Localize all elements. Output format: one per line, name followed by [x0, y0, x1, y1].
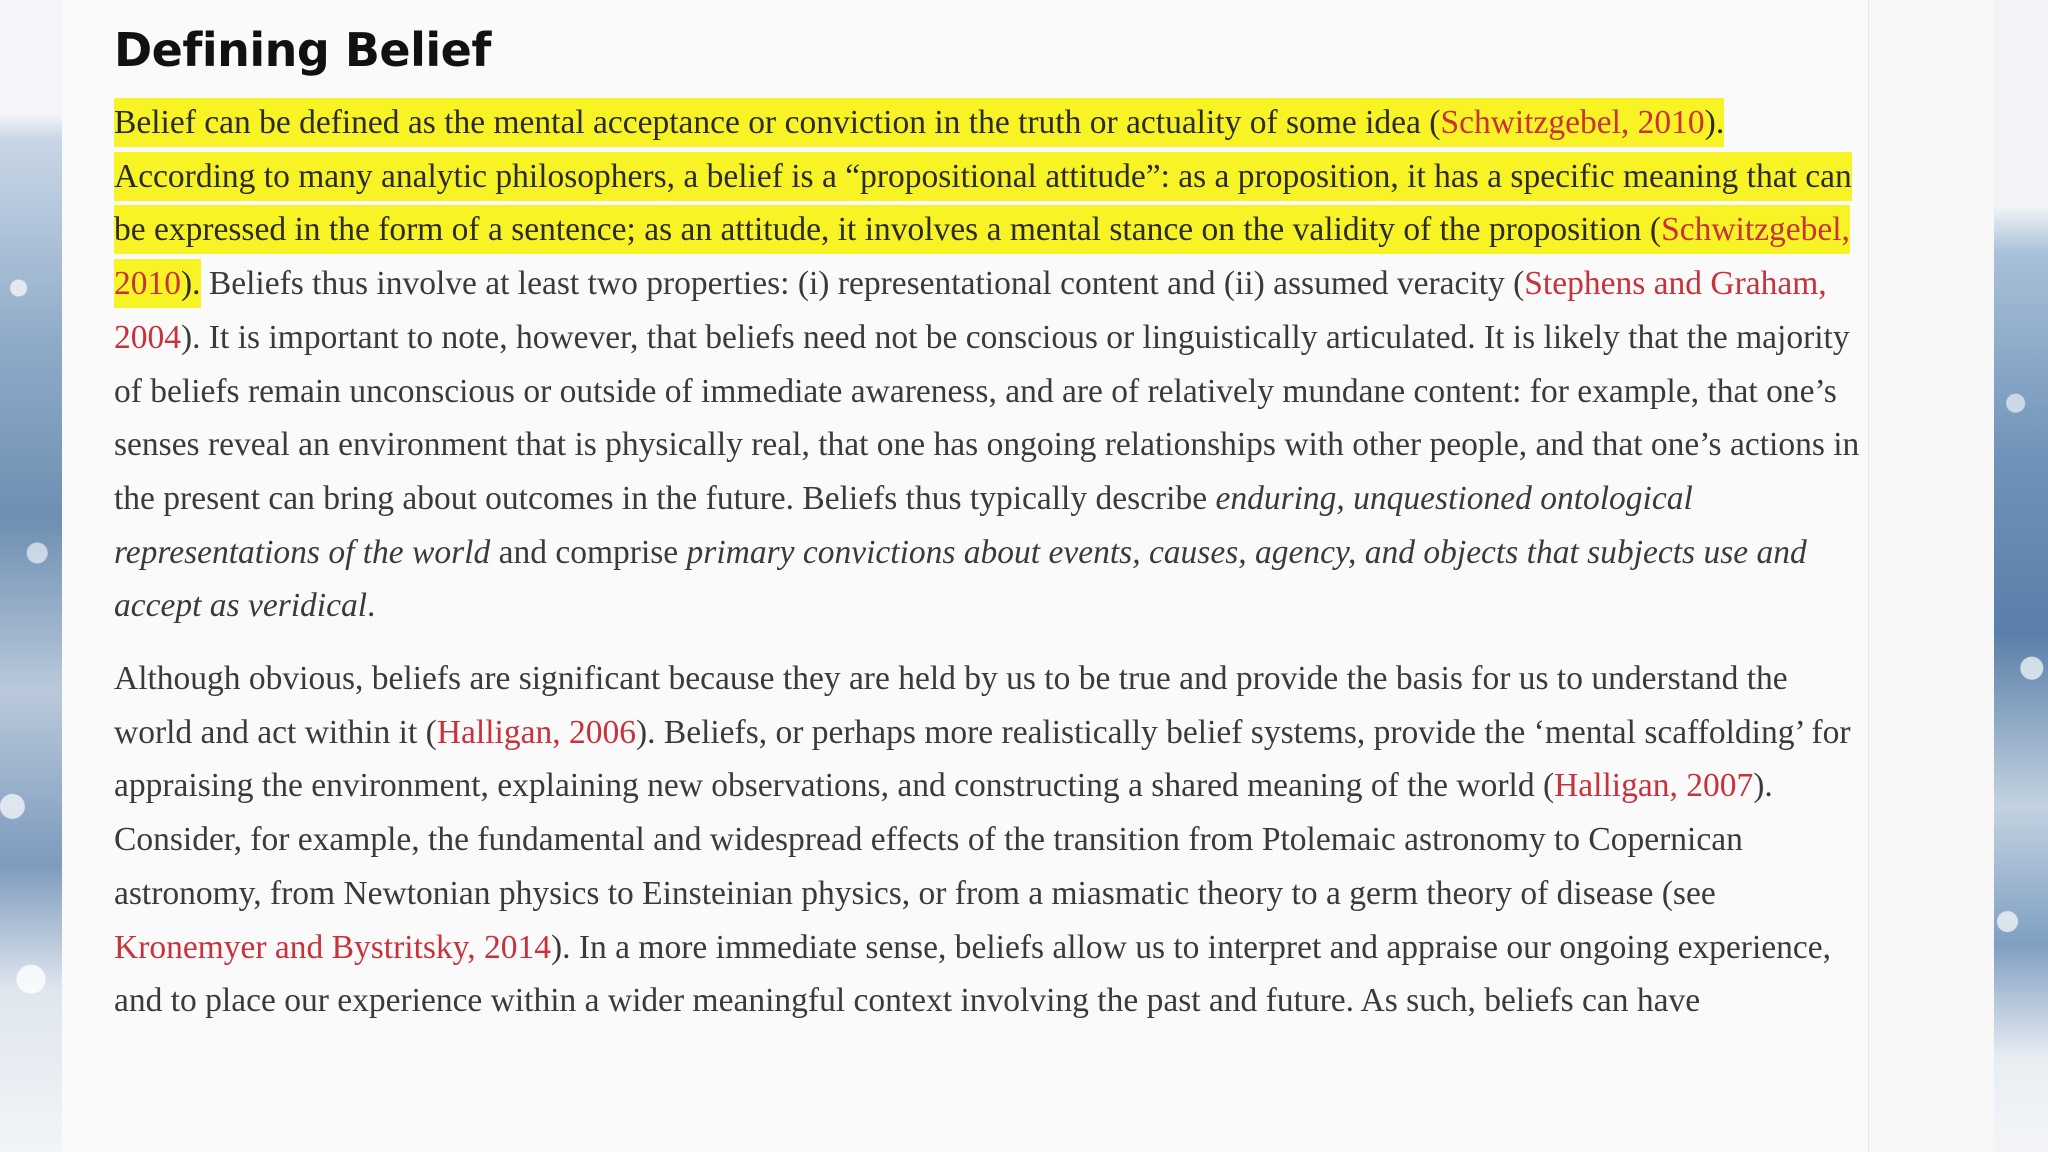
citation-link[interactable]: Stephens and Graham, 2004: [114, 265, 1827, 356]
text-segment: ). It is important to note, however, that beliefs need not be conscious or linguistically articulated. It is likely that the majority of beliefs remain unconscious or outside of immediate awareness, and are of relatively mundane content: for example, that one’s senses reveal an environment that is physically real, that one has ongoing relationships with other people, and that one’s actions in the present can bring about outcomes in the future. Beliefs thus typically describe: [114, 318, 1860, 517]
text-segment: ). Consider, for example, the fundamental and widespread effects of the transition from Ptolemaic astronomy to Copernican astronomy, from Newtonian physics to Einsteinian physics, or from a miasmatic theory to a germ theory of disease (see: [114, 767, 1773, 912]
emphasis-text: primary convictions about events, causes, agency, and objects that subjects use and accept as veridical: [114, 533, 1807, 625]
article-content: [114, 14, 1864, 1028]
background-right-photo: [1994, 0, 2048, 1152]
text-segment: Belief can be defined as the mental acceptance or conviction in the truth or actuality of some idea (: [114, 104, 1441, 141]
section-heading: Defining Belief: [114, 23, 491, 77]
text-segment: ).: [181, 265, 201, 303]
paragraph-2: [114, 652, 1864, 1028]
text-segment: Although obvious, beliefs are significant because they are held by us to be true and provide the basis for us to understand the world and act within it (: [114, 660, 1788, 751]
citation-link[interactable]: Kronemyer and Bystritsky, 2014: [114, 928, 551, 966]
emphasis-text: enduring, unquestioned ontological representations of the world: [114, 479, 1693, 571]
paragraph-1: [114, 96, 1864, 633]
citation-link[interactable]: Halligan, 2007: [1554, 767, 1754, 805]
text-segment: ). In a more immediate sense, beliefs allow us to interpret and appraise our ongoing experience, and to place our experience within a wider meaningful context involving the past and future. As such, beliefs can have: [114, 928, 1832, 1020]
text-segment: and comprise: [490, 533, 687, 571]
text-segment: .: [367, 587, 376, 625]
citation-link[interactable]: Schwitzgebel, 2010: [1440, 104, 1705, 141]
background-left-photo: [0, 0, 62, 1152]
citation-link[interactable]: Halligan, 2006: [436, 713, 636, 751]
citation-link[interactable]: Schwitzgebel, 2010: [114, 211, 1850, 303]
text-segment: ). Beliefs, or perhaps more realistically belief systems, provide the ‘mental scaffolding’ for appraising the environment, explaining new observations, and constructing a shared meaning of the world (: [114, 713, 1851, 805]
page-side-margin: [1869, 0, 1994, 1152]
text-segment: Beliefs thus involve at least two properties: (i) representational content and (ii) assumed veracity (: [200, 265, 1525, 303]
text-segment: ). According to many analytic philosophers, a belief is a “propositional attitude”: as a proposition, it has a specific meaning that can be expressed in the form of a sentence; as an attitude, it involves a mental stance on the validity of the proposition (: [114, 104, 1852, 249]
article-page: [62, 0, 1869, 1152]
